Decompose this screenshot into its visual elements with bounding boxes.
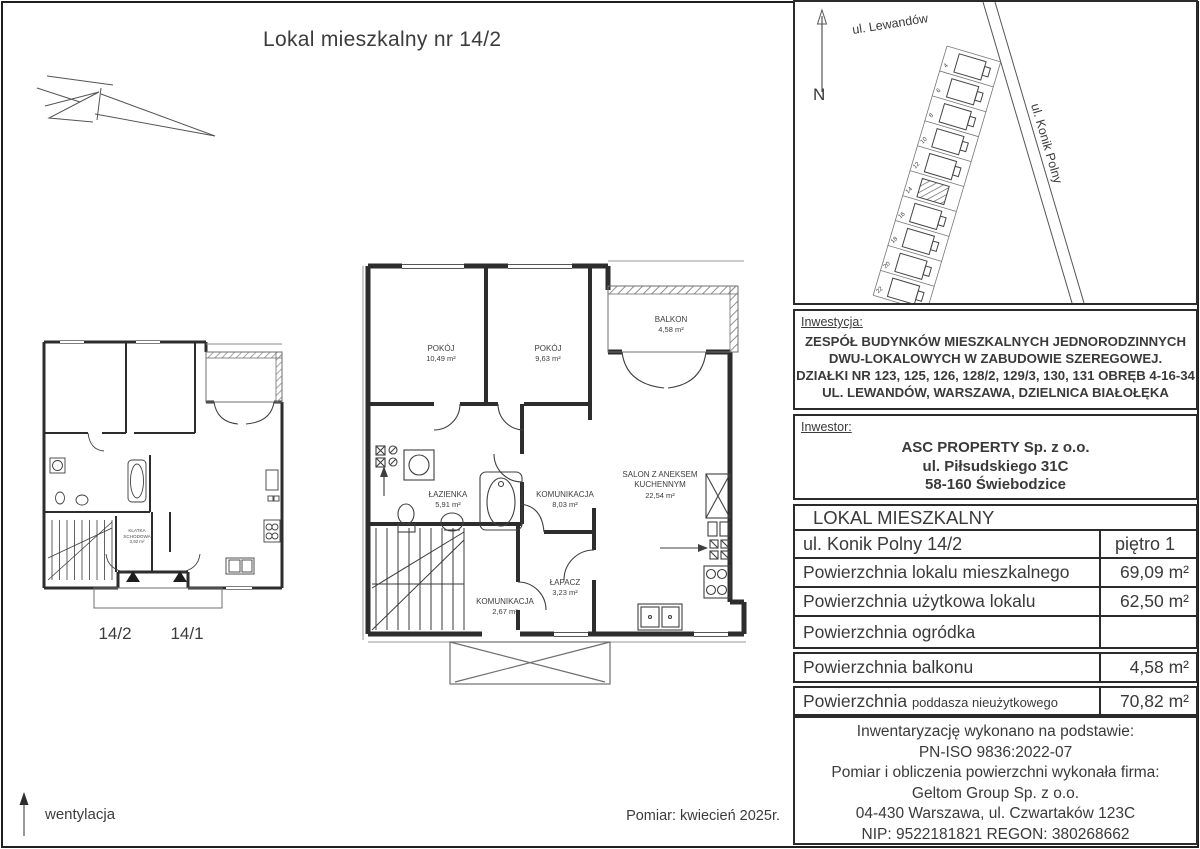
stove-icon: [264, 520, 280, 542]
table-row: [795, 688, 1196, 714]
plot-number: 20: [882, 261, 892, 271]
plot-number: 12: [912, 161, 922, 171]
stairwell-label: KLATKA SCHODOWA 3,92 m²: [123, 528, 151, 544]
plot-number: 22: [875, 286, 885, 295]
table-row: [795, 559, 1196, 588]
investor-line: 58-160 Świebodzice: [925, 476, 1066, 493]
plot-number: 16: [897, 211, 907, 221]
ventilation-arrow-icon: [10, 788, 40, 840]
plot-number: 6: [935, 87, 943, 95]
plan-balcony: [608, 286, 738, 388]
room-label: ŁAPACZ 3,23 m²: [549, 578, 581, 598]
site-map: [793, 0, 1198, 305]
overview-plan-drawing: [30, 330, 300, 650]
cabinet-icon: [266, 470, 278, 490]
investor-line: ASC PROPERTY Sp. z o.o.: [901, 439, 1090, 456]
room-label: POKÓJ 9,63 m²: [534, 344, 562, 364]
laundry-icons: [376, 446, 397, 467]
survey-box: [793, 716, 1198, 845]
measurement-note: Pomiar: kwiecień 2025r.: [626, 808, 780, 824]
street-label-lewandow: ul. Lewandów: [851, 11, 929, 37]
table-header: LOKAL MIESZKALNY: [813, 506, 995, 528]
unit-label-left: 14/2: [98, 624, 132, 643]
table-row: [795, 617, 1196, 647]
row-value: [1099, 617, 1196, 647]
survey-line: NIP: 9522181821 REGON: 380268662: [861, 825, 1130, 843]
ventilation-legend: wentylacja: [45, 806, 116, 823]
sink-icon: [638, 604, 682, 630]
basin-icon: [76, 495, 88, 505]
investor-box: [793, 414, 1198, 500]
overview-floor-plan: [30, 330, 300, 650]
north-arrow-sketch: [35, 58, 235, 143]
overview-windows: [60, 339, 252, 591]
plot-number: 10: [919, 136, 929, 146]
table-row: [795, 588, 1196, 617]
survey-line: 04-430 Warszawa, ul. Czwartaków 123C: [855, 805, 1136, 822]
street-label-konik-polny: ul. Konik Polny: [1028, 101, 1066, 186]
street-lines: [983, 2, 1084, 303]
row-value: 4,58 m²: [1099, 654, 1196, 681]
floor-cell: piętro 1: [1099, 531, 1196, 557]
row-label: Powierzchnia ogródka: [803, 621, 976, 642]
unit-table-main: [793, 504, 1198, 649]
survey-line: Geltom Group Sp. z o.o.: [911, 784, 1080, 802]
row-value: 70,82 m²: [1099, 688, 1196, 714]
overview-stairs: [48, 520, 112, 580]
plot-number: 14: [904, 186, 914, 196]
detail-floor-plan: [358, 256, 760, 706]
plot-number: 18: [890, 236, 900, 246]
north-label: N: [813, 85, 826, 104]
investment-line: DWU-LOKALOWYCH W ZABUDOWIE SZEREGOWEJ.: [828, 351, 1163, 366]
room-label: KOMUNIKACJA 8,03 m²: [536, 490, 594, 510]
survey-line: Pomiar i obliczenia powierzchni wykonała firma:: [831, 764, 1160, 781]
investment-box: [793, 309, 1198, 410]
overview-fixtures: [50, 458, 280, 574]
plan-porch-canopy: [450, 642, 610, 684]
unit-label-right: 14/1: [170, 624, 204, 643]
investor-line: ul. Piłsudskiego 31C: [922, 457, 1069, 475]
investment-line: UL. LEWANDÓW, WARSZAWA, DZIELNICA BIAŁOŁĘKA: [822, 385, 1169, 400]
row-label: Powierzchnia lokalu mieszkalnego: [803, 562, 1070, 582]
room-label: POKÓJ 10,49 m²: [426, 344, 456, 364]
unit-table: [793, 504, 1198, 716]
site-map-drawing: [795, 2, 1196, 303]
investor-label: Inwestor:: [801, 420, 852, 434]
room-label: BALKON 4,58 m²: [654, 315, 688, 335]
row-label: Powierzchnia balkonu: [803, 657, 974, 677]
unit-table-attic: [793, 686, 1198, 716]
row-value: 62,50 m²: [1099, 588, 1196, 615]
vent-grid-icons: [710, 540, 729, 559]
overview-balcony: [206, 344, 282, 424]
plan-stairs: [372, 528, 464, 630]
plot-number: 4: [943, 62, 950, 70]
investment-label: Inwestycja:: [801, 315, 863, 329]
room-label: ŁAZIENKA 5,91 m²: [428, 490, 468, 510]
room-label: SALON Z ANEKSEM KUCHENNYM 22,54 m²: [622, 470, 698, 500]
north-arrow-icon: [813, 10, 827, 104]
plan-bathroom-fixtures: [376, 446, 522, 532]
plot-number: 8: [928, 112, 935, 120]
row-value: 69,09 m²: [1099, 559, 1196, 586]
unit-table-balcony: [793, 652, 1198, 683]
investment-line: DZIAŁKI NR 123, 125, 126, 128/2, 129/3, 130, 131 OBRĘB 4-16-34: [796, 368, 1195, 383]
survey-line: PN-ISO 9836:2022-07: [918, 743, 1073, 761]
highlighted-building: [917, 178, 949, 204]
room-label: KOMUNIKACJA 2,67 m²: [476, 597, 534, 617]
investment-line: ZESPÓŁ BUDYNKÓW MIESZKALNYCH JEDNORODZINNYCH: [805, 334, 1186, 349]
porch-outline: [94, 588, 222, 608]
survey-line: Inwentaryzację wykonano na podstawie:: [856, 723, 1135, 740]
address-cell: ul. Konik Polny 14/2: [803, 533, 963, 554]
row-label: Powierzchnia użytkowa lokalu: [803, 591, 1036, 611]
page-title: Lokal mieszkalny nr 14/2: [263, 28, 502, 51]
table-row: [795, 654, 1196, 681]
plots-band: [873, 46, 1001, 303]
toilet-icon: [56, 492, 65, 504]
row-label: Powierzchnia poddasza nieużytkowego: [803, 690, 1058, 711]
